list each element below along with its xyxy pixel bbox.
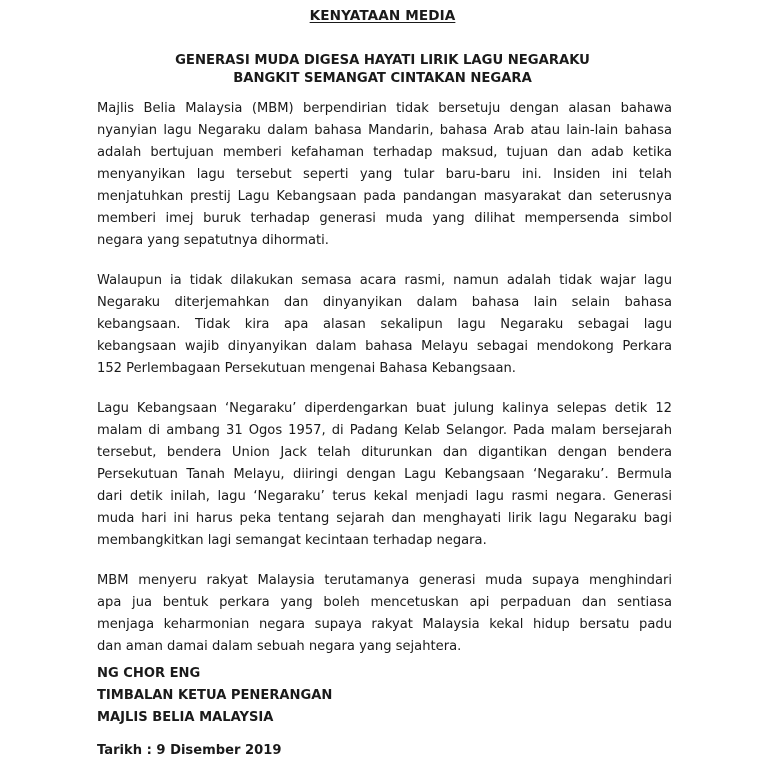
paragraph-line: Majlis Belia Malaysia (MBM) berpendirian tidak bersetuju dengan alasan bahawa — [97, 101, 672, 116]
paragraph-line: dan aman damai dalam sebuah negara yang sejahtera. — [97, 639, 462, 654]
paragraph-3 — [97, 398, 672, 552]
paragraph-line: menjaga keharmonian negara supaya rakyat Malaysia kekal hidup bersatu padu — [97, 617, 672, 632]
paragraph-line: memberi imej buruk terhadap generasi muda yang dilihat mempersenda simbol — [97, 211, 672, 226]
paragraph-line: menjatuhkan prestij Lagu Kebangsaan pada pandangan masyarakat dan seterusnya — [97, 189, 672, 204]
headline — [0, 52, 765, 88]
statement-body — [97, 98, 672, 676]
paragraph-line: MBM menyeru rakyat Malaysia terutamanya generasi muda supaya menghindari — [97, 573, 672, 588]
paragraph-line: nyanyian lagu Negaraku dalam bahasa Mandarin, bahasa Arab atau lain-lain bahasa — [97, 123, 672, 138]
paragraph-line: Negaraku diterjemahkan dan dinyanyikan dalam bahasa lain selain bahasa — [97, 295, 672, 310]
signature-block — [97, 663, 332, 729]
paragraph-line: negara yang sepatutnya dihormati. — [97, 233, 329, 248]
statement-date: Tarikh : 9 Disember 2019 — [97, 743, 282, 758]
document-title: KENYATAAN MEDIA — [309, 8, 456, 24]
signatory-position: TIMBALAN KETUA PENERANGAN — [97, 688, 333, 703]
paragraph-line: Walaupun ia tidak dilakukan semasa acara rasmi, namun adalah tidak wajar lagu — [97, 273, 672, 288]
paragraph-line: 152 Perlembagaan Persekutuan mengenai Bahasa Kebangsaan. — [97, 361, 516, 376]
paragraph-4 — [97, 570, 672, 658]
paragraph-line: tersebut, bendera Union Jack telah diturunkan dan digantikan dengan bendera — [97, 445, 672, 460]
headline-line-1: GENERASI MUDA DIGESA HAYATI LIRIK LAGU NEGARAKU — [175, 53, 590, 68]
paragraph-line: Lagu Kebangsaan ‘Negaraku’ diperdengarkan buat julung kalinya selepas detik 12 — [97, 401, 672, 416]
paragraph-line: apa jua bentuk perkara yang boleh mencetuskan api perpaduan dan sentiasa — [97, 595, 672, 610]
paragraph-line: dari detik inilah, lagu ‘Negaraku’ terus kekal menjadi lagu rasmi negara. Generasi — [97, 489, 672, 504]
paragraph-line: membangkitkan lagi semangat kecintaan terhadap negara. — [97, 533, 487, 548]
paragraph-line: Persekutuan Tanah Melayu, diiringi dengan Lagu Kebangsaan ‘Negaraku’. Bermula — [97, 467, 672, 482]
headline-line-2: BANGKIT SEMANGAT CINTAKAN NEGARA — [233, 71, 532, 86]
paragraph-line: menyanyikan lagu tersebut seperti yang tular baru-baru ini. Insiden ini telah — [97, 167, 672, 182]
paragraph-line: malam di ambang 31 Ogos 1957, di Padang Kelab Selangor. Pada malam bersejarah — [97, 423, 672, 438]
paragraph-2 — [97, 270, 672, 380]
paragraph-line: kebangsaan. Tidak kira apa alasan sekalipun lagu Negaraku sebagai lagu — [97, 317, 672, 332]
paragraph-line: adalah bertujuan memberi kefahaman terhadap maksud, tujuan dan adab ketika — [97, 145, 672, 160]
paragraph-line: muda hari ini harus peka tentang sejarah dan menghayati lirik lagu Negaraku bagi — [97, 511, 672, 526]
paragraph-1 — [97, 98, 672, 252]
signatory-organization: MAJLIS BELIA MALAYSIA — [97, 710, 274, 725]
paragraph-line: kebangsaan wajib dinyanyikan dalam bahasa Melayu sebagai mendokong Perkara — [97, 339, 672, 354]
signatory-name: NG CHOR ENG — [97, 666, 201, 681]
